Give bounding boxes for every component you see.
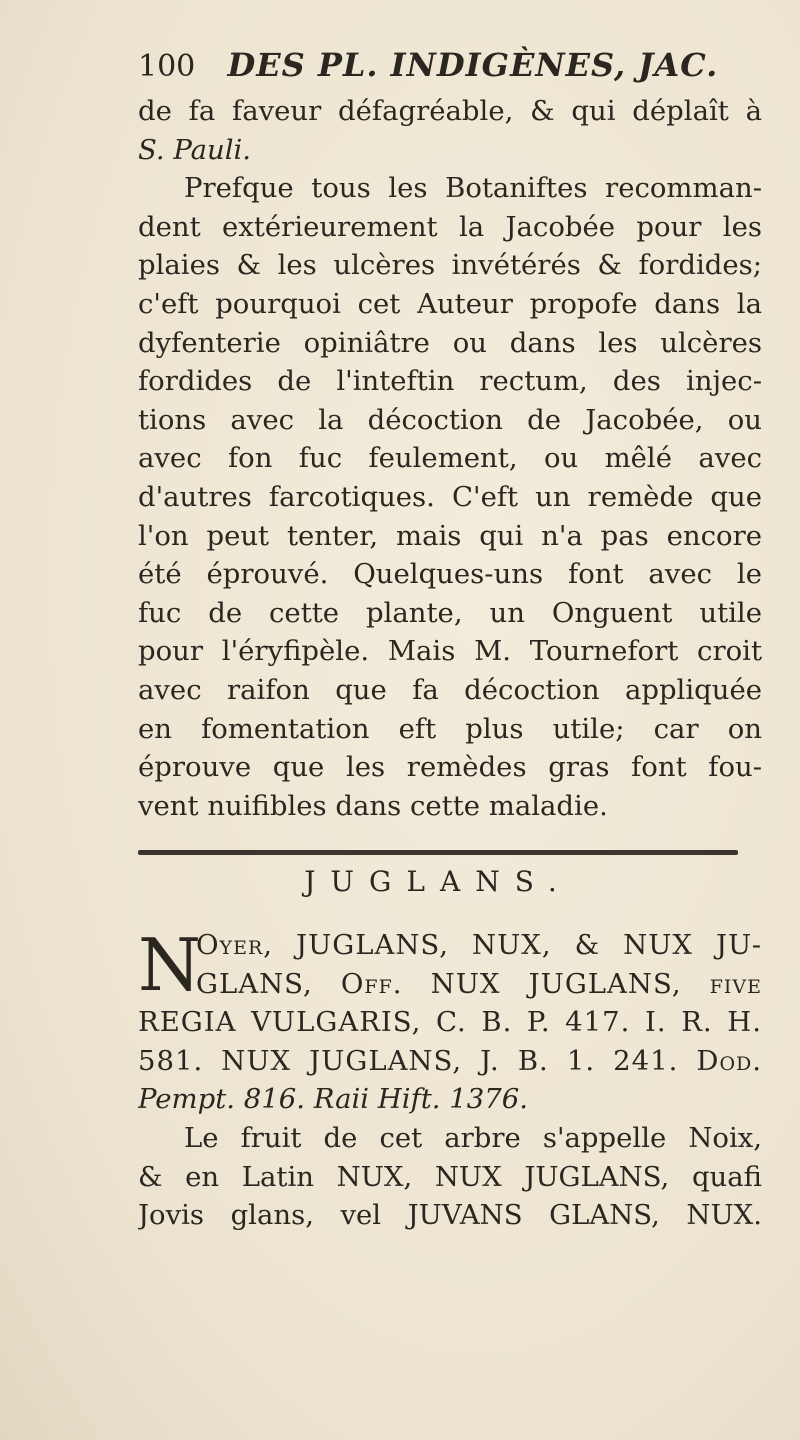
drop-cap: N	[138, 923, 201, 1007]
running-header	[138, 46, 758, 90]
text-line: Jovis glans, vel JUVANS GLANS, NUX.	[138, 1199, 762, 1232]
text-line: l'on peut tenter, mais qui n'a pas encore	[138, 519, 762, 552]
text-line: S. Pauli.	[138, 133, 252, 166]
text-line: de fa faveur défagréable, & qui déplaît à	[138, 95, 762, 127]
text-line: d'autres farcotiques. C'eft un remède que	[138, 480, 762, 513]
text-line: c'eft pourquoi cet Auteur propofe dans la	[138, 287, 762, 320]
text-line: Le fruit de cet arbre s'appelle Noix,	[184, 1121, 762, 1154]
text-line: pour l'éryfipèle. Mais M. Tournefort croit	[138, 635, 762, 668]
text-line: avec raifon que fa décoction appliquée	[138, 673, 762, 706]
body-text	[138, 92, 762, 825]
page-number: 100	[138, 49, 196, 84]
text-line: dent extérieurement la Jacobée pour les	[138, 210, 762, 243]
text-line: fuc de cette plante, un Onguent utile	[138, 596, 762, 629]
text-line: 581. NUX JUGLANS, J. B. 1. 241. Dod.	[138, 1044, 762, 1077]
text-line: GLANS, Off. NUX JUGLANS, five	[196, 967, 762, 1000]
text-line: REGIA VULGARIS, C. B. P. 417. I. R. H.	[138, 1006, 762, 1039]
text-line: été éprouvé. Quelques-uns font avec le	[138, 558, 762, 591]
section-divider	[138, 850, 738, 855]
text-line: tions avec la décoction de Jacobée, ou	[138, 403, 762, 436]
text-line: éprouve que les remèdes gras font fou-	[138, 751, 762, 784]
section-title: JUGLANS.	[304, 865, 572, 898]
text-line: Pempt. 816. Raii Hift. 1376.	[138, 1083, 529, 1116]
text-line: Prefque tous les Botaniftes recomman-	[184, 172, 762, 205]
text-line: dyfenterie opiniâtre ou dans les ulcères	[138, 326, 762, 359]
running-title: DES PL. INDIGÈNES, JAC.	[227, 46, 719, 84]
text-line: & en Latin NUX, NUX JUGLANS, quafi	[138, 1160, 762, 1193]
text-line: plaies & les ulcères invétérés & fordides;	[138, 249, 762, 282]
text-line: en fomentation eft plus utile; car on	[138, 712, 762, 745]
text-line: avec fon fuc feulement, ou mêlé avec	[138, 442, 762, 475]
text-line: fordides de l'inteftin rectum, des injec-	[138, 365, 762, 398]
section-text	[138, 923, 762, 1235]
text-line: Oyer, JUGLANS, NUX, & NUX JU-	[196, 929, 762, 961]
text-line: vent nuifibles dans cette maladie.	[138, 789, 608, 822]
